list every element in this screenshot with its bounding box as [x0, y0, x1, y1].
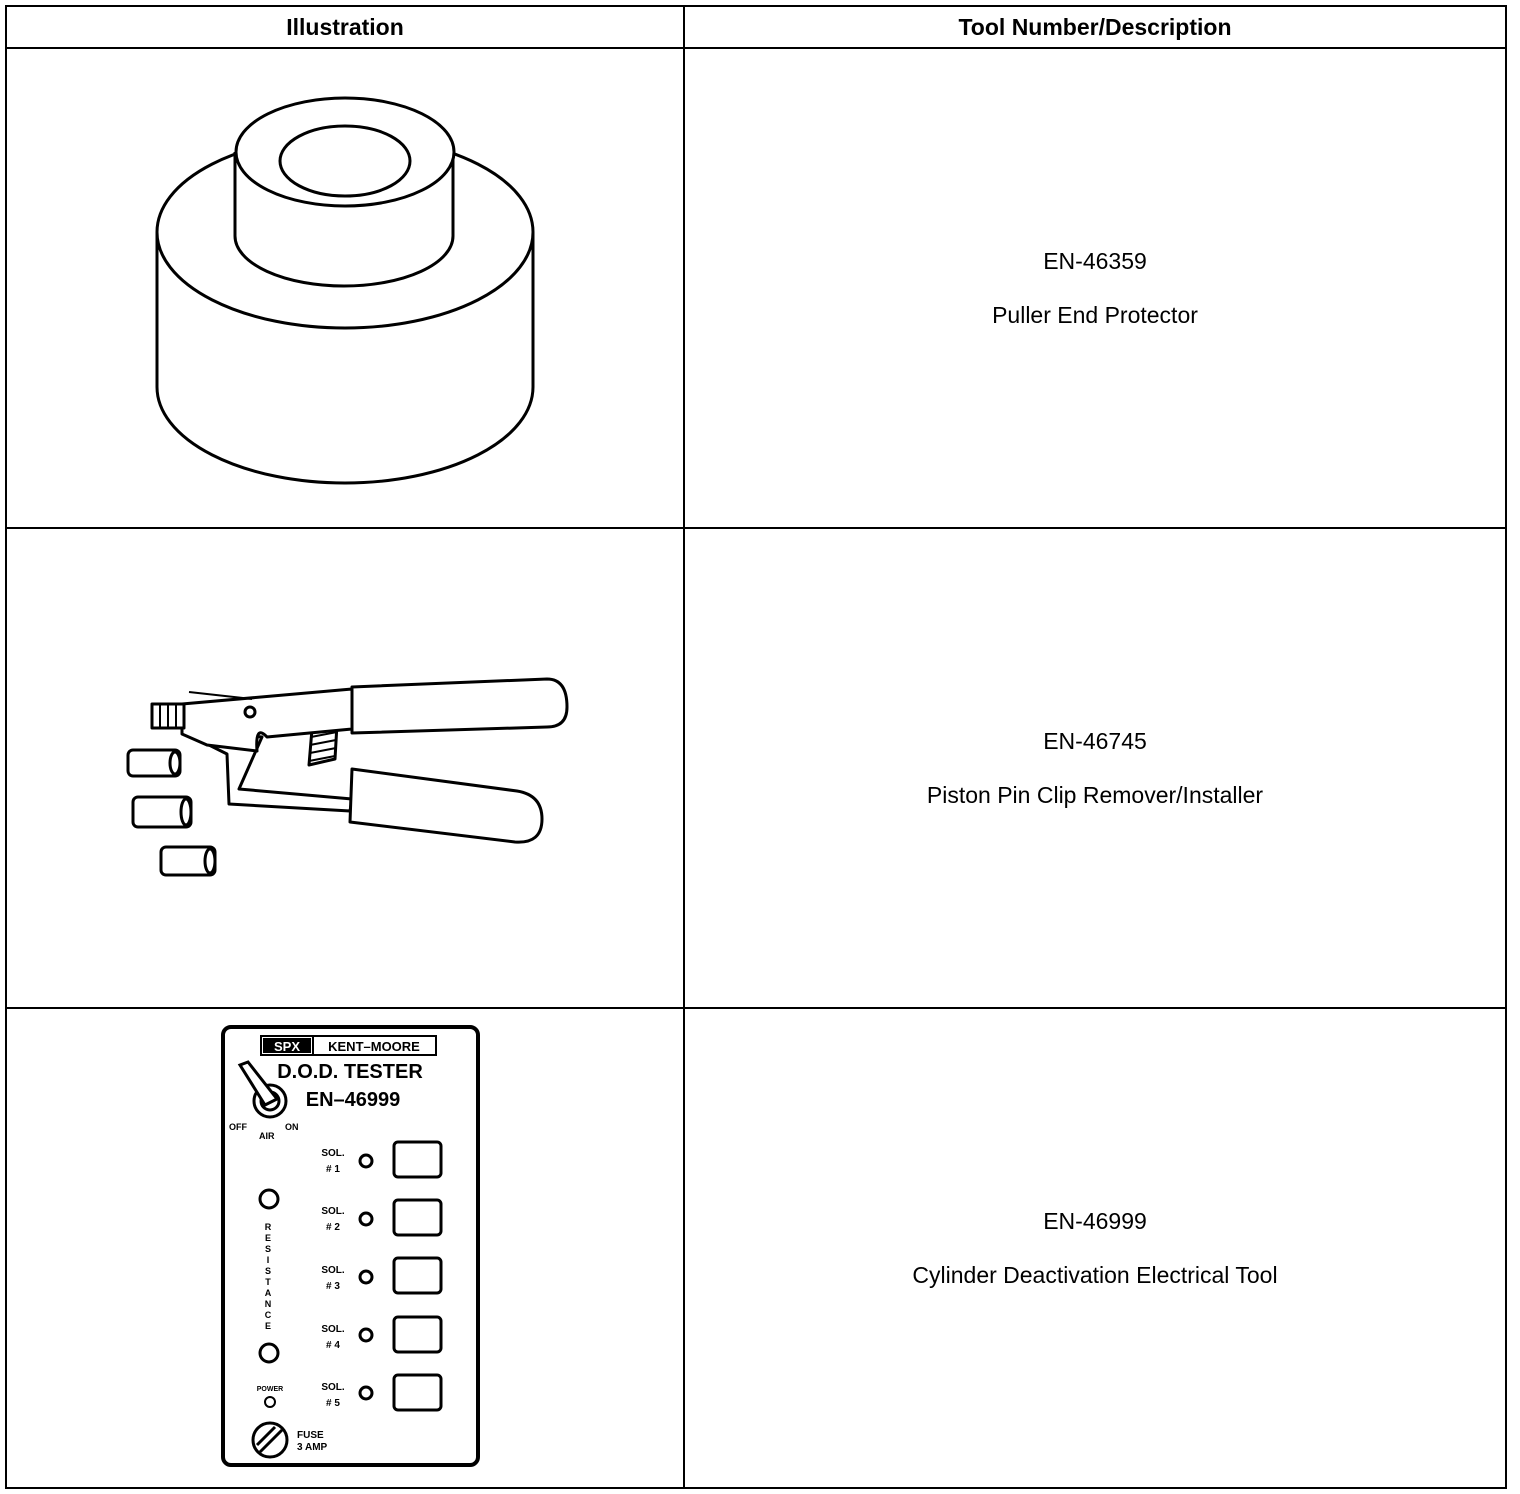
- description-header: Tool Number/Description: [684, 6, 1506, 48]
- resistance-jack-bottom: [260, 1344, 278, 1362]
- illustration-cell: [6, 48, 684, 528]
- tool-description: Cylinder Deactivation Electrical Tool: [912, 1261, 1278, 1288]
- dod-tester-icon: [7, 1009, 683, 1487]
- tester-model: EN–46999: [305, 1089, 401, 1111]
- resistance-jack-top: [260, 1190, 278, 1208]
- fuse-label: FUSE: [297, 1430, 324, 1441]
- brand-label: SPX: [273, 1039, 301, 1054]
- solenoid-label: SOL.: [321, 1265, 345, 1276]
- solenoid-led: [360, 1329, 372, 1341]
- solenoid-led: [360, 1271, 372, 1283]
- header-row: [6, 6, 1506, 48]
- illustration-header: Illustration: [6, 6, 684, 48]
- tool-number: EN-46745: [1043, 727, 1147, 754]
- fuse-icon: [253, 1423, 287, 1457]
- solenoid-led: [360, 1387, 372, 1399]
- solenoid-number: # 5: [326, 1398, 340, 1409]
- table-row: [6, 48, 1506, 528]
- tool-description: Piston Pin Clip Remover/Installer: [926, 781, 1264, 808]
- solenoid-number: # 4: [326, 1340, 340, 1351]
- solenoid-label: SOL.: [321, 1382, 345, 1393]
- resistance-letter: N: [264, 1299, 272, 1309]
- resistance-letter: A: [264, 1288, 272, 1298]
- tool-description: Puller End Protector: [992, 301, 1198, 328]
- solenoid-number: # 2: [326, 1222, 340, 1233]
- puller-end-protector-icon: [7, 49, 683, 527]
- switch-on-label: ON: [285, 1122, 299, 1132]
- solenoid-label: SOL.: [321, 1206, 345, 1217]
- switch-off-label: OFF: [229, 1122, 247, 1132]
- description-cell: [684, 48, 1506, 528]
- power-label: POWER: [256, 1386, 284, 1393]
- piston-pin-clip-tool-icon: [7, 529, 683, 1007]
- solenoid-number: # 1: [326, 1164, 340, 1175]
- solenoid-led: [360, 1213, 372, 1225]
- switch-air-label: AIR: [259, 1131, 275, 1141]
- maker-label: KENT–MOORE: [328, 1039, 420, 1054]
- solenoid-button: [394, 1317, 441, 1352]
- resistance-letter: R: [264, 1222, 272, 1232]
- solenoid-button: [394, 1258, 441, 1293]
- solenoid-number: # 3: [326, 1281, 340, 1292]
- resistance-letter: S: [264, 1266, 272, 1276]
- resistance-letter: E: [264, 1321, 272, 1331]
- solenoid-led: [360, 1155, 372, 1167]
- table-row: [6, 528, 1506, 1008]
- solenoid-button: [394, 1142, 441, 1177]
- resistance-letter: S: [264, 1244, 272, 1254]
- resistance-letter: E: [264, 1233, 272, 1243]
- illustration-cell: [6, 1008, 684, 1488]
- tool-number: EN-46999: [1043, 1207, 1147, 1234]
- resistance-letter: C: [264, 1310, 272, 1320]
- solenoid-label: SOL.: [321, 1324, 345, 1335]
- table-row: [6, 1008, 1506, 1488]
- solenoid-button: [394, 1200, 441, 1235]
- description-cell: [684, 1008, 1506, 1488]
- special-tools-table: [5, 5, 1507, 1489]
- description-cell: [684, 528, 1506, 1008]
- illustration-cell: [6, 528, 684, 1008]
- solenoid-button: [394, 1375, 441, 1410]
- solenoid-label: SOL.: [321, 1148, 345, 1159]
- tester-title: D.O.D. TESTER: [277, 1061, 423, 1083]
- tool-number: EN-46359: [1043, 247, 1147, 274]
- resistance-letter: I: [266, 1255, 270, 1265]
- power-led: [265, 1397, 275, 1407]
- resistance-letter: T: [265, 1277, 271, 1287]
- fuse-rating: 3 AMP: [297, 1442, 328, 1453]
